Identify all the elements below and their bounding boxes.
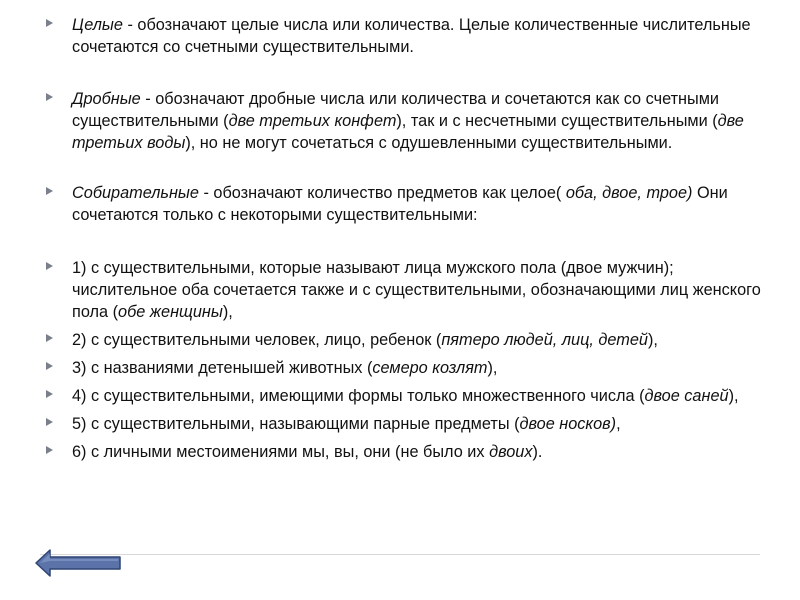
item-text: 3) с названиями детенышей животных (: [72, 359, 373, 377]
term-label: Дробные: [72, 90, 141, 108]
bullet-item-rule-4: [42, 385, 772, 407]
item-text: 1) с существительными, которые называют лица мужского пола (двое мужчин); числительное оба сочетается также и с существительными, обозначающими лиц женского пола (: [72, 259, 761, 321]
bullet-item-rule-6: [42, 441, 772, 463]
item-text: ), так и с несчетными существительными (: [396, 112, 718, 130]
example-text: пятеро людей, лиц, детей: [441, 331, 648, 349]
triangle-bullet-icon: [46, 93, 53, 101]
triangle-bullet-icon: [46, 187, 53, 195]
example-text: двоих: [489, 443, 533, 461]
item-text: ),: [647, 331, 658, 349]
bullet-list: [42, 14, 772, 463]
back-button[interactable]: [34, 548, 124, 578]
item-text: ).: [532, 443, 543, 461]
item-text: ), но не могут сочетаться с одушевленными существительными.: [185, 134, 673, 152]
example-text: двое саней: [644, 387, 729, 405]
bullet-item-rule-3: [42, 357, 772, 379]
item-text: ),: [222, 303, 233, 321]
item-text: ),: [728, 387, 739, 405]
triangle-bullet-icon: [46, 334, 53, 342]
item-text: 5) с существительными, называющими парные предметы (: [72, 415, 520, 433]
term-label: Собирательные: [72, 184, 199, 202]
triangle-bullet-icon: [46, 390, 53, 398]
triangle-bullet-icon: [46, 362, 53, 370]
example-text: двое носков): [519, 415, 617, 433]
item-text: Они сочетаются только с некоторыми существительными:: [72, 184, 728, 224]
bullet-item-rule-5: [42, 413, 772, 435]
triangle-bullet-icon: [46, 19, 53, 27]
item-text: - обозначают дробные числа или количества и сочетаются как со счетными существительными (: [72, 90, 720, 130]
bullet-item-whole: [42, 14, 772, 58]
item-text: 6) с личными местоимениями мы, вы, они (не было их: [72, 443, 490, 461]
triangle-bullet-icon: [46, 262, 53, 270]
item-text: 2) с существительными человек, лицо, ребенок (: [72, 331, 442, 349]
item-text: ,: [616, 415, 621, 433]
back-arrow-icon: [34, 548, 124, 578]
item-text: ),: [487, 359, 498, 377]
example-text: две третьих воды: [72, 112, 744, 152]
example-text: семеро козлят: [372, 359, 488, 377]
item-text: - обозначают количество предметов как целое(: [198, 184, 566, 202]
example-text: обе женщины: [118, 303, 223, 321]
example-text: две третьих конфет: [228, 112, 397, 130]
item-text: - обозначают целые числа или количества. Целые количественные числительные сочетаются со счетными существительными.: [72, 16, 751, 56]
item-text: 4) с существительными, имеющими формы только множественного числа (: [72, 387, 645, 405]
bullet-item-collective: [42, 182, 772, 226]
footer-divider: [40, 554, 760, 555]
example-text: оба, двое, трое): [565, 184, 693, 202]
bullet-item-rule-1: [42, 257, 772, 323]
bullet-item-rule-2: [42, 329, 772, 351]
term-label: Целые: [72, 16, 123, 34]
triangle-bullet-icon: [46, 418, 53, 426]
triangle-bullet-icon: [46, 446, 53, 454]
bullet-item-fractional: [42, 88, 772, 154]
